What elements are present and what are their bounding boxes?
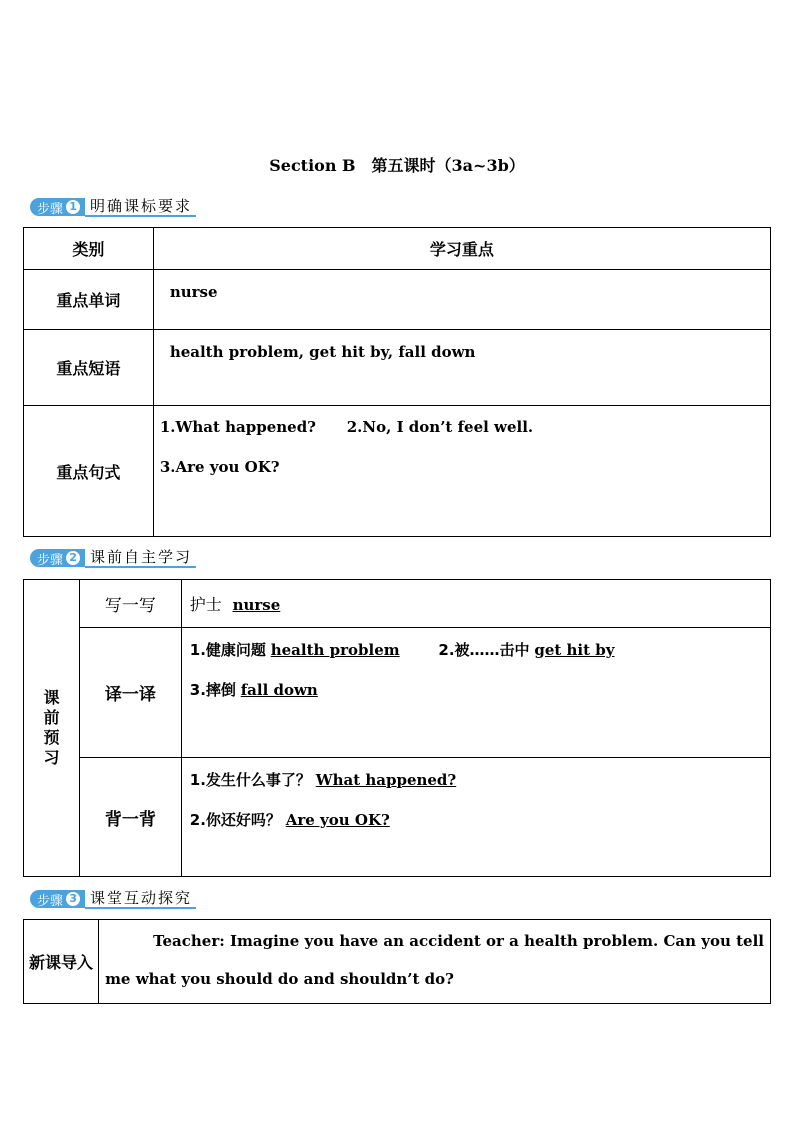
translate-item-1-prefix: 1.健康问题 bbox=[189, 641, 266, 659]
row-category: 重点句式 bbox=[24, 406, 154, 537]
step-3-label: 课堂互动探究 bbox=[85, 889, 196, 909]
intro-label: 新课导入 bbox=[24, 920, 99, 1004]
step-2-badge bbox=[30, 549, 85, 567]
preview-table bbox=[23, 579, 771, 877]
page-title: Section B 第五课时（3a~3b） bbox=[269, 156, 525, 175]
table-row bbox=[24, 628, 771, 758]
step-3-badge bbox=[30, 890, 85, 908]
step-2-badge-text: 步骤 bbox=[37, 552, 64, 568]
translate-item-2-answer: get hit by bbox=[534, 641, 615, 659]
recite-item-2-answer: Are you OK? bbox=[285, 811, 390, 829]
intro-text-line-2: me what you should do and shouldn’t do? bbox=[105, 970, 454, 988]
intro-text-line-1: Teacher: Imagine you have an accident or a health problem. Can you tell bbox=[153, 932, 764, 950]
recite-label: 背一背 bbox=[79, 758, 181, 877]
table-row bbox=[24, 758, 771, 877]
translate-item-3-answer: fall down bbox=[240, 681, 318, 699]
recite-item-1-prefix: 1.发生什么事了？ bbox=[189, 771, 311, 789]
write-label: 写一写 bbox=[79, 580, 181, 628]
sentence-3: 3.Are you OK? bbox=[159, 458, 280, 476]
translate-item-1-answer: health problem bbox=[270, 641, 400, 659]
step-1-badge-text: 步骤 bbox=[37, 201, 64, 217]
key-phrases: health problem, get hit by, fall down bbox=[169, 343, 476, 361]
objectives-table bbox=[23, 227, 771, 537]
table-row bbox=[24, 580, 771, 628]
table-row bbox=[24, 270, 771, 330]
row-category: 重点短语 bbox=[24, 330, 154, 406]
step-2-number: 2 bbox=[66, 551, 80, 565]
table-row bbox=[24, 330, 771, 406]
step-2-label: 课前自主学习 bbox=[85, 548, 196, 568]
write-prefix: 护士 bbox=[189, 595, 222, 614]
step-1-number: 1 bbox=[66, 200, 80, 214]
step-3-heading bbox=[30, 889, 196, 909]
step-3-badge-text: 步骤 bbox=[37, 893, 64, 909]
translate-item-2-prefix: 2.被……击中 bbox=[438, 641, 530, 659]
sentence-2: 2.No, I don’t feel well. bbox=[346, 418, 534, 436]
translate-label: 译一译 bbox=[79, 628, 181, 758]
class-interaction-table bbox=[23, 919, 771, 1004]
row-category: 重点单词 bbox=[24, 270, 154, 330]
table-row bbox=[24, 920, 771, 1004]
key-words: nurse bbox=[169, 283, 218, 301]
sentence-1: 1.What happened? bbox=[159, 418, 316, 436]
write-answer: nurse bbox=[232, 596, 281, 614]
recite-item-2-prefix: 2.你还好吗？ bbox=[189, 811, 281, 829]
step-1-label: 明确课标要求 bbox=[85, 197, 196, 217]
step-1-badge bbox=[30, 198, 85, 216]
table-row bbox=[24, 406, 771, 537]
objectives-header-row bbox=[24, 228, 771, 270]
step-1-heading bbox=[30, 197, 196, 217]
preview-side-label: 课前预习 bbox=[43, 688, 60, 767]
step-3-number: 3 bbox=[66, 892, 80, 906]
header-category: 类别 bbox=[24, 228, 154, 270]
translate-item-3-prefix: 3.摔倒 bbox=[189, 681, 236, 699]
recite-item-1-answer: What happened? bbox=[315, 771, 457, 789]
header-focus: 学习重点 bbox=[153, 228, 770, 270]
step-2-heading bbox=[30, 548, 196, 568]
